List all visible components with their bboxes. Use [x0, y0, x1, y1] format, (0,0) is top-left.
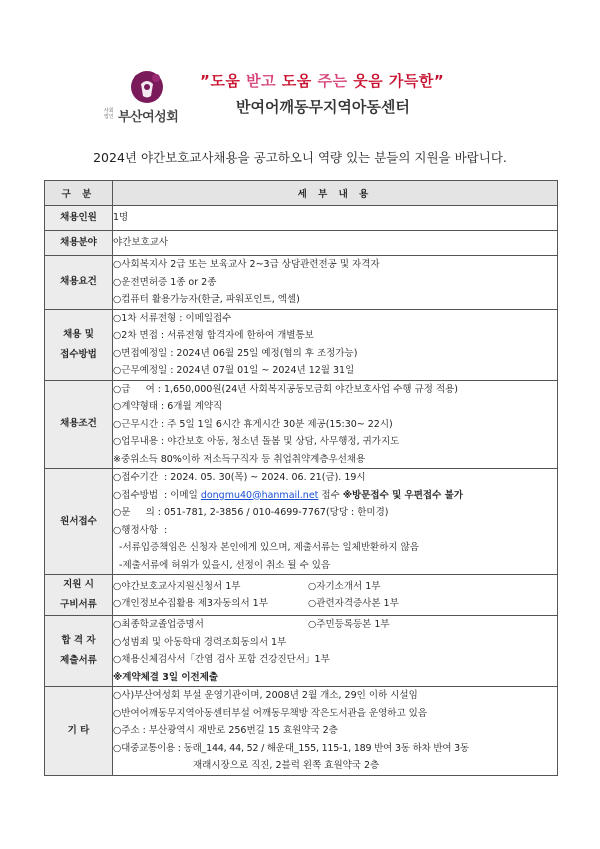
center-name: 반여어깨동무지역아동센터 — [236, 98, 410, 116]
label-line: 합 격 자 — [61, 635, 96, 646]
row-content — [113, 575, 558, 616]
content-line: ○접수기간 : 2024. 05. 30(목) ~ 2024. 06. 21(금). 19시 — [113, 472, 366, 483]
label-line: 접수방법 — [60, 348, 97, 360]
content-line: ○대중교통이용 : 동래_144, 44, 52 / 해운대_155, 115-1, 189 반여 3동 하차 반여 3동 — [113, 742, 469, 754]
row-label — [45, 309, 113, 380]
email-link[interactable]: dongmu40@hanmail.net — [200, 489, 319, 501]
content-line: ○사)부산여성회 부설 운영기관이며, 2008년 2월 개소, 29인 이하 시설임 — [113, 690, 418, 701]
row-process — [45, 309, 558, 380]
doc-pair — [113, 578, 557, 596]
doc-item: ○야간보호교사지원신청서 1부 — [113, 580, 241, 592]
document-header — [0, 0, 600, 130]
content-line: ○근무예정일 : 2024년 07월 01일 ~ 2024년 12월 31일 — [113, 365, 355, 376]
slogan-part: 받고 — [240, 72, 282, 90]
row-content — [113, 231, 558, 256]
email-line — [113, 487, 557, 505]
doc-item: ○관련자격증사본 1부 — [308, 598, 399, 609]
content-line: 재래시장으로 직진, 2블럭 왼쪽 효원약국 2층 — [193, 760, 380, 771]
deadline-note: ※계약체결 3일 이전제출 — [113, 671, 219, 683]
row-label: 채용조건 — [45, 380, 113, 469]
content-line: ○업무내용 : 야간보호 아동, 청소년 돌봄 및 상담, 사무행정, 귀가지도 — [113, 436, 400, 447]
label-line: 제출서류 — [60, 655, 97, 666]
slogan-part: 도움 — [210, 72, 241, 90]
flower-logo-icon — [130, 70, 164, 104]
doc-item: ○개인정보수집활용 제3자동의서 1부 — [113, 598, 268, 609]
row-conditions — [45, 380, 558, 469]
recruitment-notice: 2024년 야간보호교사채용을 공고하오니 역량 있는 분들의 지원을 바랍니다. — [93, 150, 507, 165]
slogan-part: 주는 — [311, 72, 354, 90]
logo-name: 부산여성회 — [118, 110, 179, 125]
email-note: ※방문접수 및 우편접수 불가 — [342, 489, 463, 501]
content-line: ○운전면허증 1종 or 2종 — [113, 276, 217, 288]
content-line: -서류입증책임은 신청자 본인에게 있으며, 제출서류는 일체반환하지 않음 — [113, 542, 419, 553]
content-line: ○반여어깨동무지역아동센터부설 어깨동무책방 작은도서관을 운영하고 있음 — [113, 707, 428, 719]
slogan-part: 가득한” — [383, 72, 445, 90]
email-prefix: ○접수방법 : 이메일 — [113, 489, 201, 501]
content-line: ○급 여 : 1,650,000원(24년 사회복지공동모금회 야간보호사업 수행 규정 적용) — [113, 383, 459, 395]
content-line: ○행정사항 : — [113, 524, 168, 536]
email-suffix: 접수 — [318, 489, 343, 501]
label-line: 지원 시 — [63, 579, 94, 590]
doc-pair — [113, 595, 557, 613]
content-line: 1명 — [113, 212, 129, 224]
doc-item: ○주민등록등본 1부 — [308, 619, 390, 630]
doc-pair — [113, 616, 557, 634]
slogan-part: 도움 — [281, 72, 312, 90]
content-line: ○성범죄 및 아동학대 경력조회동의서 1부 — [113, 636, 287, 648]
content-line: 야간보호교사 — [113, 237, 169, 249]
row-label: 채용인원 — [45, 206, 113, 231]
org-logo — [102, 70, 192, 125]
row-requirements — [45, 256, 558, 310]
content-line: ○컴퓨터 활용가능자(한글, 파워포인트, 엑셀) — [113, 294, 300, 305]
slogan-part: ” — [200, 72, 211, 90]
content-line: ○사회복지사 2급 또는 보육교사 2~3급 상담관련전공 및 자격자 — [113, 259, 380, 270]
label-line: 구비서류 — [60, 599, 97, 610]
content-line: ○근무시간 : 주 5일 1일 6시간 휴게시간 30분 제공(15:30~ 22시) — [113, 418, 393, 430]
row-headcount — [45, 206, 558, 231]
row-content — [113, 256, 558, 310]
row-content — [113, 616, 558, 687]
row-label: 기 타 — [45, 687, 113, 776]
logo-small-text: 사회 법인 — [104, 108, 114, 120]
table-header-row — [45, 181, 558, 206]
row-hired-documents — [45, 616, 558, 687]
slogan-part: 웃음 — [353, 72, 384, 90]
content-line: ○채용신체검사서「간염 검사 포함 건강진단서」1부 — [113, 654, 330, 665]
content-line: ○주소 : 부산광역시 재반로 256번길 15 효원약국 2층 — [113, 725, 338, 736]
content-line: ○문 의 : 051-781, 2-3856 / 010-4699-7767(당당 : 한미경) — [113, 507, 389, 518]
doc-item: ○자기소개서 1부 — [308, 580, 381, 592]
row-label: 채용요건 — [45, 256, 113, 310]
content-line: -제출서류에 허위가 있을시, 선정이 취소 될 수 있음 — [113, 559, 331, 571]
content-line: ○2차 면접 : 서류전형 합격자에 한하여 개별통보 — [113, 330, 314, 341]
row-label — [45, 616, 113, 687]
row-content — [113, 206, 558, 231]
row-application — [45, 469, 558, 575]
content-line: ○계약형태 : 6개월 계약직 — [113, 401, 223, 412]
header-content: 세 부 내 용 — [113, 181, 558, 206]
label-line: 채용 및 — [63, 328, 94, 340]
row-label: 채용분야 — [45, 231, 113, 256]
row-field — [45, 231, 558, 256]
row-content — [113, 309, 558, 380]
content-line: ○면접예정일 : 2024년 06월 25일 예정(협의 후 조정가능) — [113, 347, 358, 359]
row-etc — [45, 687, 558, 776]
doc-item: ○최종학교졸업증명서 — [113, 619, 204, 630]
row-label: 원서접수 — [45, 469, 113, 575]
row-label — [45, 575, 113, 616]
row-content — [113, 687, 558, 776]
row-content — [113, 469, 558, 575]
content-line: ※중위소득 80%이하 저소득구직자 등 취업취약계층우선채용 — [113, 453, 366, 465]
recruitment-table — [44, 180, 558, 776]
row-content — [113, 380, 558, 469]
content-line: ○1차 서류전형 : 이메일접수 — [113, 312, 232, 324]
slogan — [200, 70, 444, 91]
header-label: 구 분 — [45, 181, 113, 206]
row-documents — [45, 575, 558, 616]
